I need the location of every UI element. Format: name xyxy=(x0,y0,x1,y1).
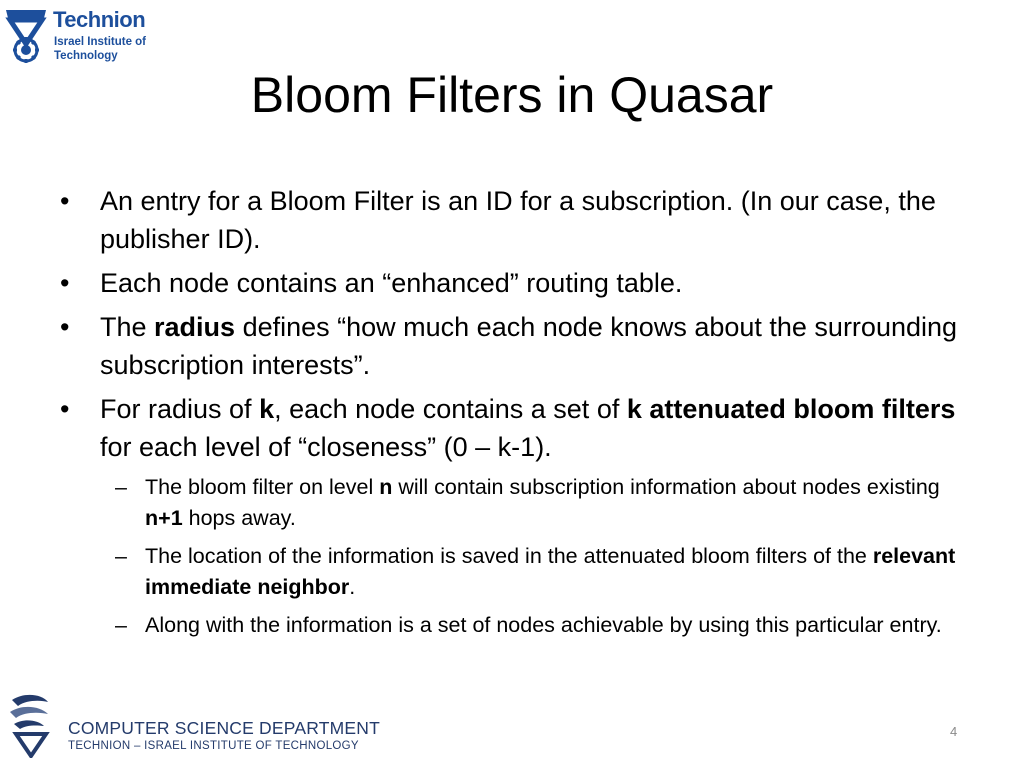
slide-title: Bloom Filters in Quasar xyxy=(250,67,774,123)
bullet-text-bold: k attenuated bloom filters xyxy=(626,394,956,424)
technion-emblem-icon xyxy=(4,6,48,66)
sub-bullet-text-post: hops away. xyxy=(182,506,296,530)
sub-bullet-text-bold: n+1 xyxy=(145,506,183,530)
technion-subtitle-line1: Israel Institute of xyxy=(54,36,147,48)
bullet-item xyxy=(60,390,980,466)
bullet-text: An entry for a Bloom Filter is an ID for a subscription. (In our case, the publisher ID). xyxy=(100,186,936,254)
bullet-icon: • xyxy=(60,268,70,298)
bullet-text-post: for each level of “closeness” (0 – k-1). xyxy=(100,432,552,462)
bullet-text-pre: The xyxy=(100,312,155,342)
bullet-icon: • xyxy=(60,186,70,216)
cs-department-emblem-icon xyxy=(4,690,58,758)
sub-bullet-item xyxy=(115,541,980,603)
slide-content xyxy=(60,182,980,648)
technion-subtitle-line2: Technology xyxy=(54,50,118,62)
sub-bullet-text-post: . xyxy=(349,575,356,599)
technion-subtitle xyxy=(54,35,146,63)
technion-logo xyxy=(4,6,174,68)
department-name: COMPUTER SCIENCE DEPARTMENT xyxy=(68,718,381,738)
department-subtitle: TECHNION – ISRAEL INSTITUTE OF TECHNOLOGY xyxy=(68,740,359,752)
sub-bullet-text-bold: n xyxy=(379,475,393,499)
bullet-text: Each node contains an “enhanced” routing table. xyxy=(100,268,683,298)
bullet-item xyxy=(60,264,980,302)
sub-bullet-item xyxy=(115,472,980,534)
bullet-icon: • xyxy=(60,394,70,424)
department-logo xyxy=(4,690,381,760)
sub-bullet-text-pre: The location of the information is saved in the attenuated bloom filters of the xyxy=(145,544,873,568)
technion-wordmark: Technion xyxy=(53,7,146,32)
bullet-item xyxy=(60,308,980,384)
sub-bullet-item xyxy=(115,610,980,641)
sub-bullet-text-bold: relevant immediate neighbor xyxy=(145,544,956,599)
sub-bullet-text-mid: will contain subscription information about nodes existing xyxy=(392,475,940,499)
bullet-icon: • xyxy=(60,312,70,342)
bullet-item xyxy=(60,182,980,258)
sub-bullet-text: Along with the information is a set of nodes achievable by using this particular entry. xyxy=(145,613,942,637)
page-number: 4 xyxy=(950,724,958,739)
dash-icon: – xyxy=(115,544,127,568)
dash-icon: – xyxy=(115,475,127,499)
bullet-text-mid: , each node contains a set of xyxy=(274,394,627,424)
dash-icon: – xyxy=(115,613,127,637)
bullet-text-pre: For radius of xyxy=(100,394,260,424)
bullet-text-bold: radius xyxy=(154,312,236,342)
bullet-text-post: defines “how much each node knows about the surrounding subscription interests”. xyxy=(100,312,958,380)
bullet-text-bold: k xyxy=(259,394,275,424)
sub-bullet-text-pre: The bloom filter on level xyxy=(145,475,380,499)
